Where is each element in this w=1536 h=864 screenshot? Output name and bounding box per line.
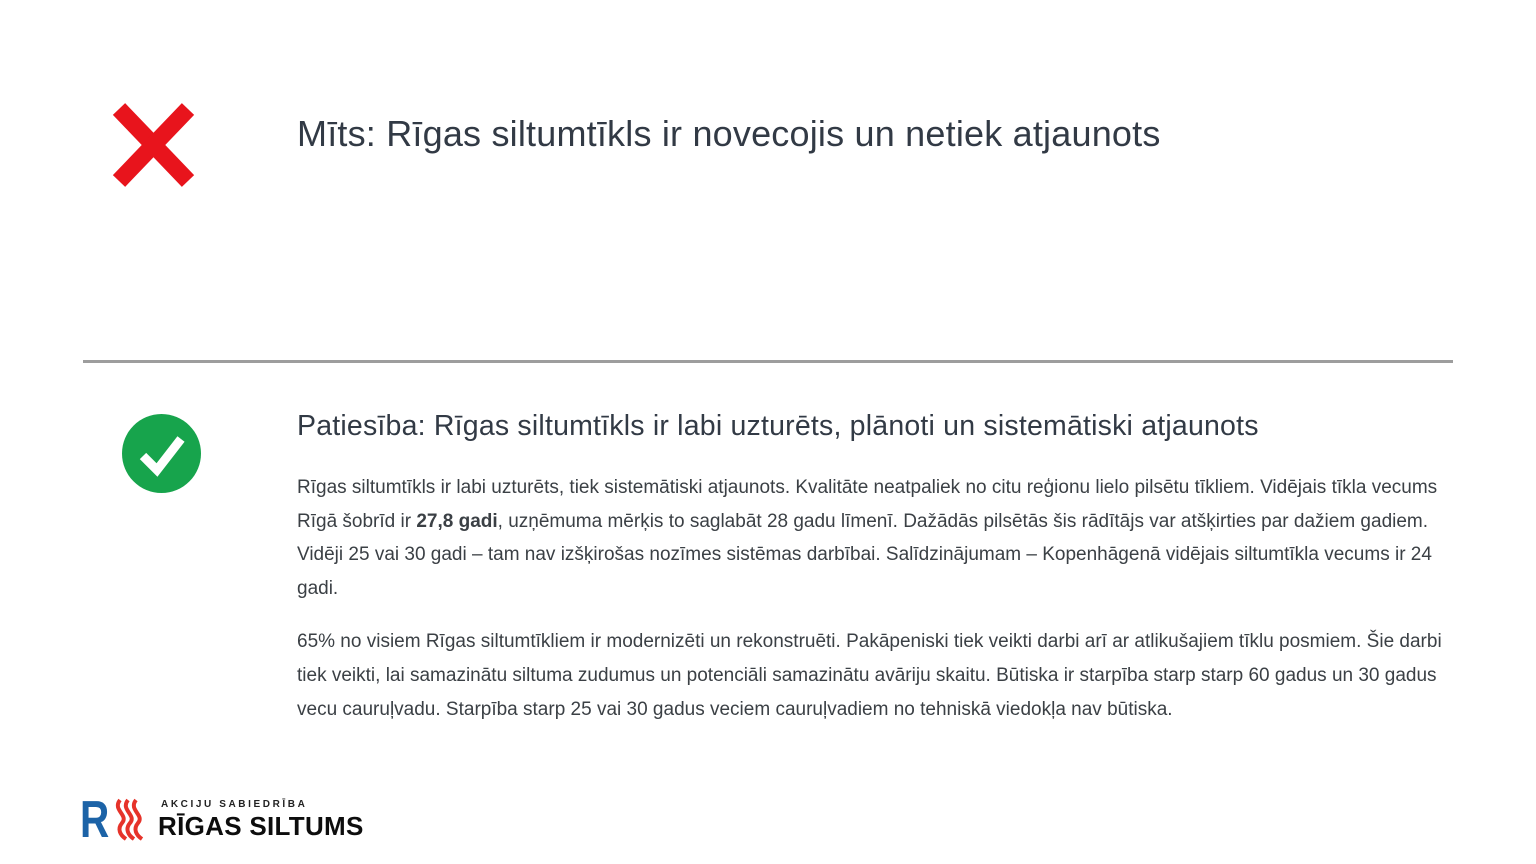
logo-mark-svg	[80, 798, 150, 841]
paragraph1-bold-value: 27,8 gadi	[416, 510, 498, 532]
truth-paragraph-1	[297, 471, 1449, 605]
red-cross-icon	[111, 101, 196, 194]
logo-heat-waves	[118, 800, 142, 839]
truth-paragraph-2: 65% no visiem Rīgas siltumtīkliem ir modernizēti un rekonstruēti. Pakāpeniski tiek veikti darbi arī ar atlikušajiem tīklu posmiem. Šie darbi tiek veikti, lai samazinātu siltuma zudumus un potenciāli samazinātu avāriju skaitu. Būtiska ir starpība starp starp 60 gadus un 30 gadus vecu cauruļvadu. Starpība starp 25 vai 30 gadus veciem cauruļvadiem no tehniskā viedokļa nav būtiska.	[297, 631, 1442, 720]
logo-company-name: RĪGAS SILTUMS	[158, 811, 364, 841]
paragraph1-text-before: Rīgas siltumtīkls ir labi uzturēts, tiek sistemātiski atjaunots. Kvalitāte neatpaliek no citu reģionu lielo pilsētu tīkliem. Vidējais tīkla vecums Rīgā šobrīd ir	[297, 477, 1438, 532]
green-check-icon	[122, 414, 201, 498]
green-check-svg	[122, 414, 201, 493]
logo-letter-r: R	[80, 798, 110, 841]
logo-company-type: AKCIJU SABIEDRĪBA	[161, 799, 308, 810]
logo-mark	[80, 798, 150, 846]
check-circle	[122, 414, 201, 493]
truth-heading: Patiesība: Rīgas siltumtīkls ir labi uzturēts, plānoti un sistemātiski atjaunots	[297, 410, 1259, 442]
section-divider	[83, 360, 1453, 363]
paragraph1-text-after: , uzņēmuma mērķis to saglabāt 28 gadu līmenī. Dažādās pilsētās šis rādītājs var atšķirties par dažiem gadiem. Vidēji 25 vai 30 gadi – tam nav izšķirošas nozīmes sistēmas darbībai. Salīdzinājumam – Kopenhāgenā vidējais siltumtīkla vecums ir 24 gadi.	[297, 510, 1432, 599]
myth-heading: Mīts: Rīgas siltumtīkls ir novecojis un netiek atjaunots	[297, 113, 1161, 154]
truth-body	[297, 471, 1449, 746]
heat-wave-3	[134, 800, 142, 839]
red-cross-svg	[111, 101, 196, 189]
rigas-siltums-logo	[80, 798, 364, 846]
logo-text-block	[158, 798, 364, 842]
